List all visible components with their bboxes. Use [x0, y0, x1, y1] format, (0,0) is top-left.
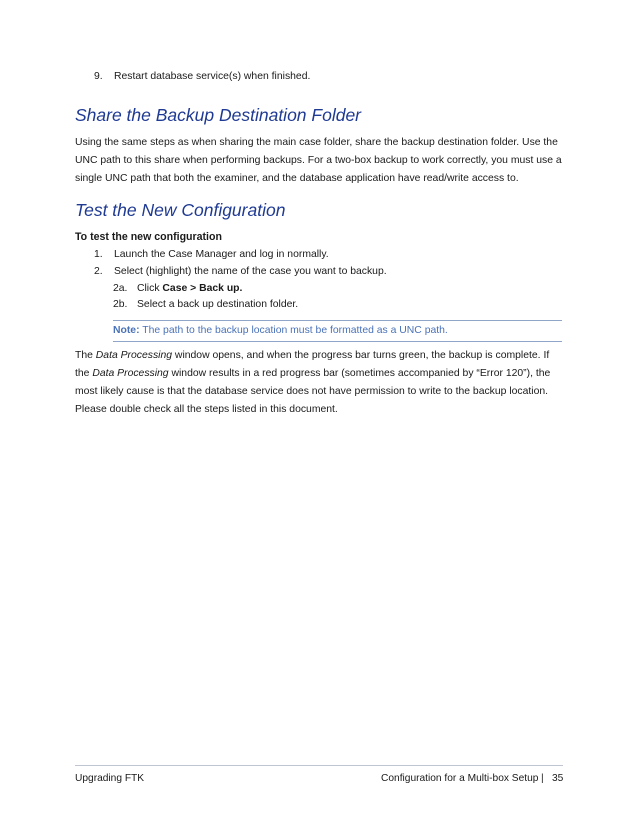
note-label: Note:	[113, 325, 140, 336]
note-text: The path to the backup location must be formatted as a UNC path.	[139, 325, 448, 336]
footer-doc-title: Upgrading FTK	[75, 773, 145, 784]
result-paragraph-text: window opens, and when the progress bar turns green, the backup is complete. If the	[75, 350, 550, 379]
substep-text: Select a back up destination folder.	[137, 299, 299, 310]
list-item-step-1	[94, 249, 329, 260]
window-name: Data Processing	[95, 350, 173, 361]
list-item-step-2b	[113, 299, 298, 310]
procedure-title: To test the new configuration	[75, 231, 222, 243]
substep-number: 2a.	[113, 283, 128, 294]
result-paragraph	[75, 347, 565, 419]
step-number: 2.	[94, 266, 103, 277]
step-text: Restart database service(s) when finished.	[114, 71, 311, 82]
share-backup-paragraph: Using the same steps as when sharing the main case folder, share the backup destination folder. Use the UNC path to this share when performing backups. For a two-box backup to work correctly, you must use a single UNC path that both the examiner, and the database application have read/write access to.	[75, 137, 562, 184]
window-name: Data Processing	[92, 368, 169, 379]
step-text: Select (highlight) the name of the case you want to backup.	[114, 266, 387, 277]
list-item-step-2a	[113, 283, 242, 294]
substep-text: Click	[137, 283, 163, 294]
footer-rule	[75, 765, 563, 766]
section-heading-share-backup: Share the Backup Destination Folder	[75, 105, 361, 125]
substep-menu-path: Case > Back up.	[162, 283, 243, 294]
footer-chapter-title: Configuration for a Multi-box Setup	[381, 773, 539, 784]
step-number: 9.	[94, 71, 103, 82]
note-bottom-rule	[113, 341, 562, 342]
result-paragraph-text: The	[75, 350, 96, 361]
footer-separator: |	[541, 773, 544, 784]
note	[113, 325, 448, 336]
section-heading-test-config: Test the New Configuration	[75, 200, 286, 220]
step-number: 1.	[94, 249, 103, 260]
list-item-step-9	[94, 71, 310, 82]
substep-number: 2b.	[113, 299, 128, 310]
result-paragraph-text: window results in a red progress bar (sometimes accompanied by “Error 120”), the most likely cause is that the database service does not have permission to write to the backup location. Please double check all the steps listed in this document.	[75, 368, 551, 415]
note-top-rule	[113, 320, 562, 321]
list-item-step-2	[94, 266, 387, 277]
page-number: 35	[552, 773, 564, 784]
step-text: Launch the Case Manager and log in normally.	[114, 249, 329, 260]
